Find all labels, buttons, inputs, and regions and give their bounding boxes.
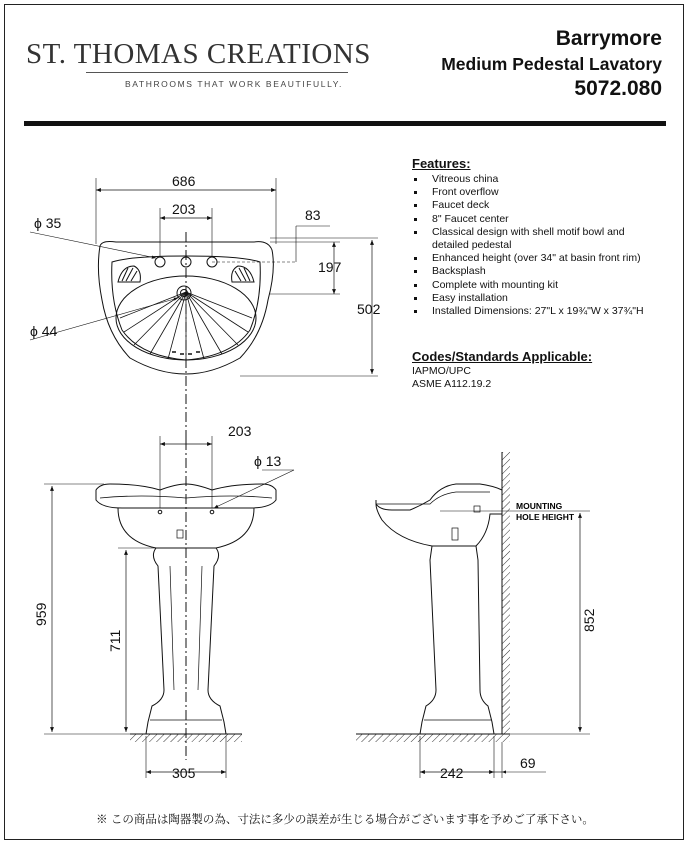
dim-mount-height: 852 <box>581 608 597 632</box>
dim-faucet-depth: 197 <box>318 259 342 275</box>
shell-ornament-right <box>232 266 254 282</box>
feature-item: Installed Dimensions: 27"L x 19¾"W x 37¾"H <box>412 305 672 318</box>
feature-item: Complete with mounting kit <box>412 279 672 292</box>
disclaimer-footnote: ※ この商品は陶器製の為、寸法に多少の誤差が生じる場合がございます事を予めご了承下さい。 <box>96 814 594 826</box>
shell-ornament-left <box>118 266 140 282</box>
dim-top-width: 686 <box>172 173 196 189</box>
dim-wall-offset: 69 <box>520 755 536 771</box>
side-pedestal <box>420 546 494 734</box>
dim-faucet-hole-dia: ϕ 35 <box>34 215 62 231</box>
feature-item: 8" Faucet center <box>412 213 672 226</box>
dim-total-height: 959 <box>33 602 49 626</box>
codes-heading: Codes/Standards Applicable: <box>412 349 593 364</box>
dim-faucet-spacing-top: 203 <box>172 201 196 217</box>
mount-hole-left <box>158 510 162 514</box>
feature-item: Easy installation <box>412 292 672 305</box>
dim-mount-hole-dia: ϕ 13 <box>254 453 282 469</box>
product-model: 5072.080 <box>574 77 662 100</box>
product-name: Barrymore <box>555 27 662 50</box>
dim-side-base-depth: 242 <box>440 765 464 781</box>
dim-drain-dia: ϕ 44 <box>30 323 58 339</box>
front-view <box>44 436 294 778</box>
dim-pedestal-height: 711 <box>107 629 123 652</box>
feature-item: Vitreous china <box>412 173 672 186</box>
feature-item-continuation: detailed pedestal <box>432 239 512 252</box>
top-view <box>30 178 378 440</box>
brand-logo-text: ST. THOMAS CREATIONS <box>26 38 371 70</box>
feature-item: Backsplash <box>412 265 672 278</box>
code-item: ASME A112.19.2 <box>412 378 492 390</box>
dim-pedestal-base-width: 305 <box>172 765 196 781</box>
feature-item: Classical design with shell motif bowl and <box>412 226 672 239</box>
side-basin-profile <box>376 484 502 546</box>
feature-item: Faucet deck <box>412 199 672 212</box>
brand-tagline: BATHROOMS THAT WORK BEAUTIFULLY. <box>125 79 343 89</box>
dim-basin-depth: 502 <box>357 301 381 317</box>
faucet-hole-left <box>155 257 165 267</box>
mount-hole-height-label: MOUNTING HOLE HEIGHT <box>516 501 575 522</box>
features-heading: Features: <box>412 156 471 171</box>
feature-item: Front overflow <box>412 186 672 199</box>
wall-hatch <box>502 452 510 734</box>
mount-hole-right <box>210 510 214 514</box>
dim-faucet-offset: 83 <box>305 207 321 223</box>
product-type: Medium Pedestal Lavatory <box>441 54 662 74</box>
feature-item: Enhanced height (over 34" at basin front rim) <box>412 252 672 265</box>
floor-hatch-side <box>356 734 510 742</box>
dim-faucet-spacing-front: 203 <box>228 423 252 439</box>
code-item: IAPMO/UPC <box>412 365 471 377</box>
